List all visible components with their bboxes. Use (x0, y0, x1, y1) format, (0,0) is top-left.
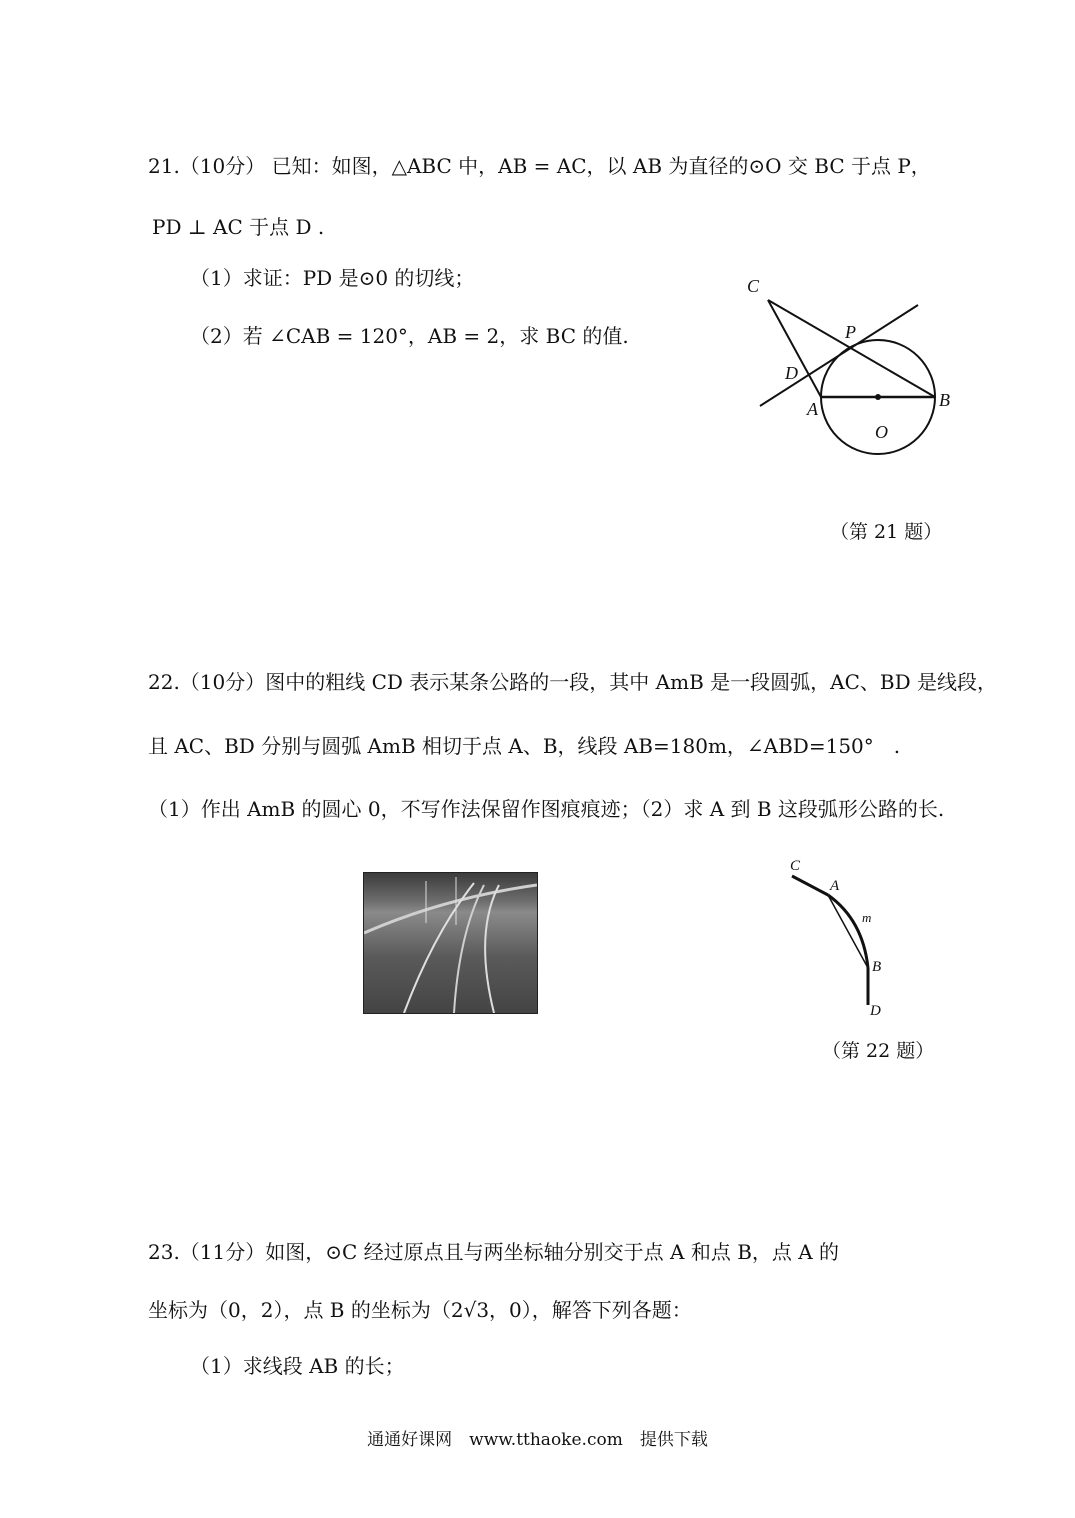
q21-line1: 21.（10分） 已知：如图，△ABC 中，AB = AC，以 AB 为直径的⊙O 交 BC 于点 P， (148, 154, 931, 178)
q22-line1: 22.（10分）图中的粗线 CD 表示某条公路的一段，其中 AmB 是一段圆弧，AC、BD 是线段， (148, 670, 997, 694)
label-o: O (875, 422, 888, 442)
segment-ca (792, 876, 828, 895)
q23-line2: 坐标为（0，2），点 B 的坐标为（2√3，0），解答下列各题： (148, 1298, 692, 1322)
label-b: B (939, 390, 950, 410)
label-d: D (785, 363, 798, 383)
chord-ab (828, 895, 868, 968)
label-d: D (870, 1003, 881, 1019)
q21-part1: （1）求证：PD 是⊙0 的切线； (190, 266, 475, 290)
q22-figure (780, 850, 900, 1025)
label-p: P (845, 322, 856, 342)
q22-line2: 且 AC、BD 分别与圆弧 AmB 相切于点 A、B，线段 AB=180m，∠ABD=150° . (148, 734, 901, 758)
q23-line1: 23.（11分）如图，⊙C 经过原点且与两坐标轴分别交于点 A 和点 B，点 A 的 (148, 1240, 840, 1264)
q21-caption: （第 21 题） (830, 521, 943, 543)
center-o-dot (875, 394, 881, 400)
footer-source: 通通好课网 www.tthaoke.com 提供下载 (367, 1430, 708, 1450)
label-c: C (747, 276, 760, 296)
tangent-line-pd (760, 305, 918, 406)
label-a: A (807, 399, 818, 419)
q21-line2: PD ⊥ AC 于点 D . (152, 215, 325, 239)
label-b: B (872, 959, 882, 975)
q22-caption: （第 22 题） (822, 1040, 935, 1062)
q22-line3: （1）作出 AmB 的圆心 0，不写作法保留作图痕痕迹；（2）求 A 到 B 这段弧形公路的长. (148, 797, 945, 821)
q23-part1: （1）求线段 AB 的长； (190, 1354, 405, 1378)
label-c: C (790, 858, 801, 874)
q21-part2: （2）若 ∠CAB = 120°，AB = 2，求 BC 的值. (190, 324, 629, 348)
q21-figure (735, 270, 950, 470)
highway-photo (363, 872, 538, 1014)
label-m: m (862, 910, 872, 925)
label-a: A (830, 878, 840, 894)
